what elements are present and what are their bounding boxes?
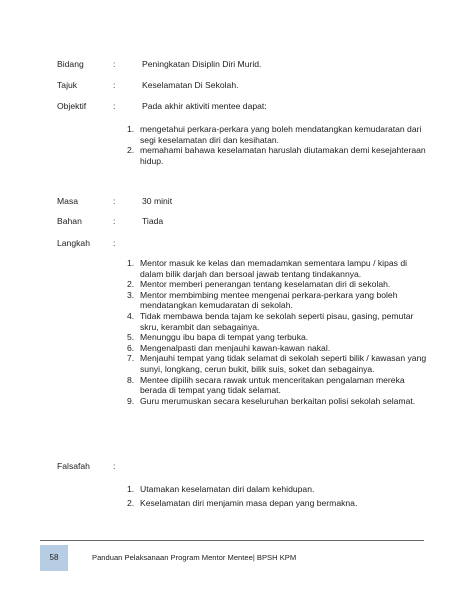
list-item [127,311,427,332]
list-text: Guru merumuskan secara keseluruhan berkaitan polisi sekolah selamat. [140,395,416,406]
field-value: Keselamatan Di Sekolah. [142,80,239,90]
list-number: 7. [127,353,135,364]
footer-divider [40,540,424,541]
field-value: Peningkatan Disiplin Diri Murid. [142,59,262,69]
list-text: Mengenalpasti dan menjauhi kawan-kawan nakal. [140,342,331,353]
field-colon: : [113,101,116,111]
footer-text: Panduan Pelaksanaan Program Mentor Mentee| BPSH KPM [92,553,297,562]
list-number: 2. [127,145,135,156]
field-label: Falsafah [57,461,90,471]
list-number: 9. [127,395,135,406]
list-text: Menunggu ibu bapa di tempat yang terbuka. [140,332,309,343]
list-item [127,484,427,495]
list-number: 8. [127,374,135,385]
field-label: Langkah [57,238,90,248]
list-number: 2. [127,279,135,290]
list-number: 1. [127,484,135,494]
list-item [127,332,427,343]
list-number: 6. [127,342,135,353]
list-text: Mentor memberi penerangan tentang keselamatan diri di sekolah. [140,279,391,290]
list-item [127,258,427,279]
falsafah-list [127,484,427,508]
list-text: Tidak membawa benda tajam ke sekolah seperti pisau, gasing, pemutar skru, kerambit dan sebagainya. [140,310,414,332]
field-label: Bidang [57,59,84,69]
field-label: Objektif [57,101,87,111]
page-footer [0,540,474,574]
field-colon: : [113,59,116,69]
list-text: Mentor masuk ke kelas dan memadamkan sementara lampu / kipas di dalam bilik darjah dan bersoal jawab tentang tindakannya. [140,258,408,279]
list-number: 2. [127,497,135,508]
list-number: 1. [127,258,135,268]
langkah-list [127,258,427,406]
list-text: Keselamatan diri menjamin masa depan yang bermakna. [140,497,358,508]
field-label: Masa [57,196,79,206]
field-label: Bahan [57,216,82,226]
objektif-list [127,124,427,166]
list-item [127,498,427,509]
list-text: memahami bahawa keselamatan haruslah diutamakan demi kesejahteraan hidup. [140,145,426,166]
list-item [127,375,427,396]
field-colon: : [113,461,116,471]
list-number: 3. [127,289,135,300]
field-label: Tajuk [57,80,78,90]
field-value: Tiada [142,216,164,226]
list-item [127,343,427,354]
field-value: 30 minit [142,196,173,206]
field-colon: : [113,238,116,248]
page-number: 58 [40,545,68,571]
list-number: 1. [127,124,135,134]
list-item [127,396,427,407]
list-text: Mentee dipilih secara rawak untuk menceritakan pengalaman mereka berada di tempat yang tidak selamat. [140,374,405,396]
field-colon: : [113,196,116,206]
field-value: Pada akhir aktiviti mentee dapat: [142,101,267,111]
field-colon: : [113,216,116,226]
list-item [127,290,427,311]
list-item [127,124,427,145]
list-item [127,145,427,166]
list-text: Menjauhi tempat yang tidak selamat di sekolah seperti bilik / kawasan yang sunyi, longkang, cerun bukit, bilik suis, soket dan sebagainya. [140,353,427,374]
field-colon: : [113,80,116,90]
list-item [127,353,427,374]
list-number: 4. [127,310,135,321]
list-text: Mentor membimbing mentee mengenai perkara-perkara yang boleh mendatangkan kemudaratan di sekolah. [140,289,398,311]
list-text: mengetahui perkara-perkara yang boleh mendatangkan kemudaratan dari segi keselamatan diri dan kesihatan. [140,124,422,145]
list-number: 5. [127,332,135,343]
list-text: Utamakan keselamatan diri dalam kehidupan. [140,484,315,494]
list-item [127,279,427,290]
